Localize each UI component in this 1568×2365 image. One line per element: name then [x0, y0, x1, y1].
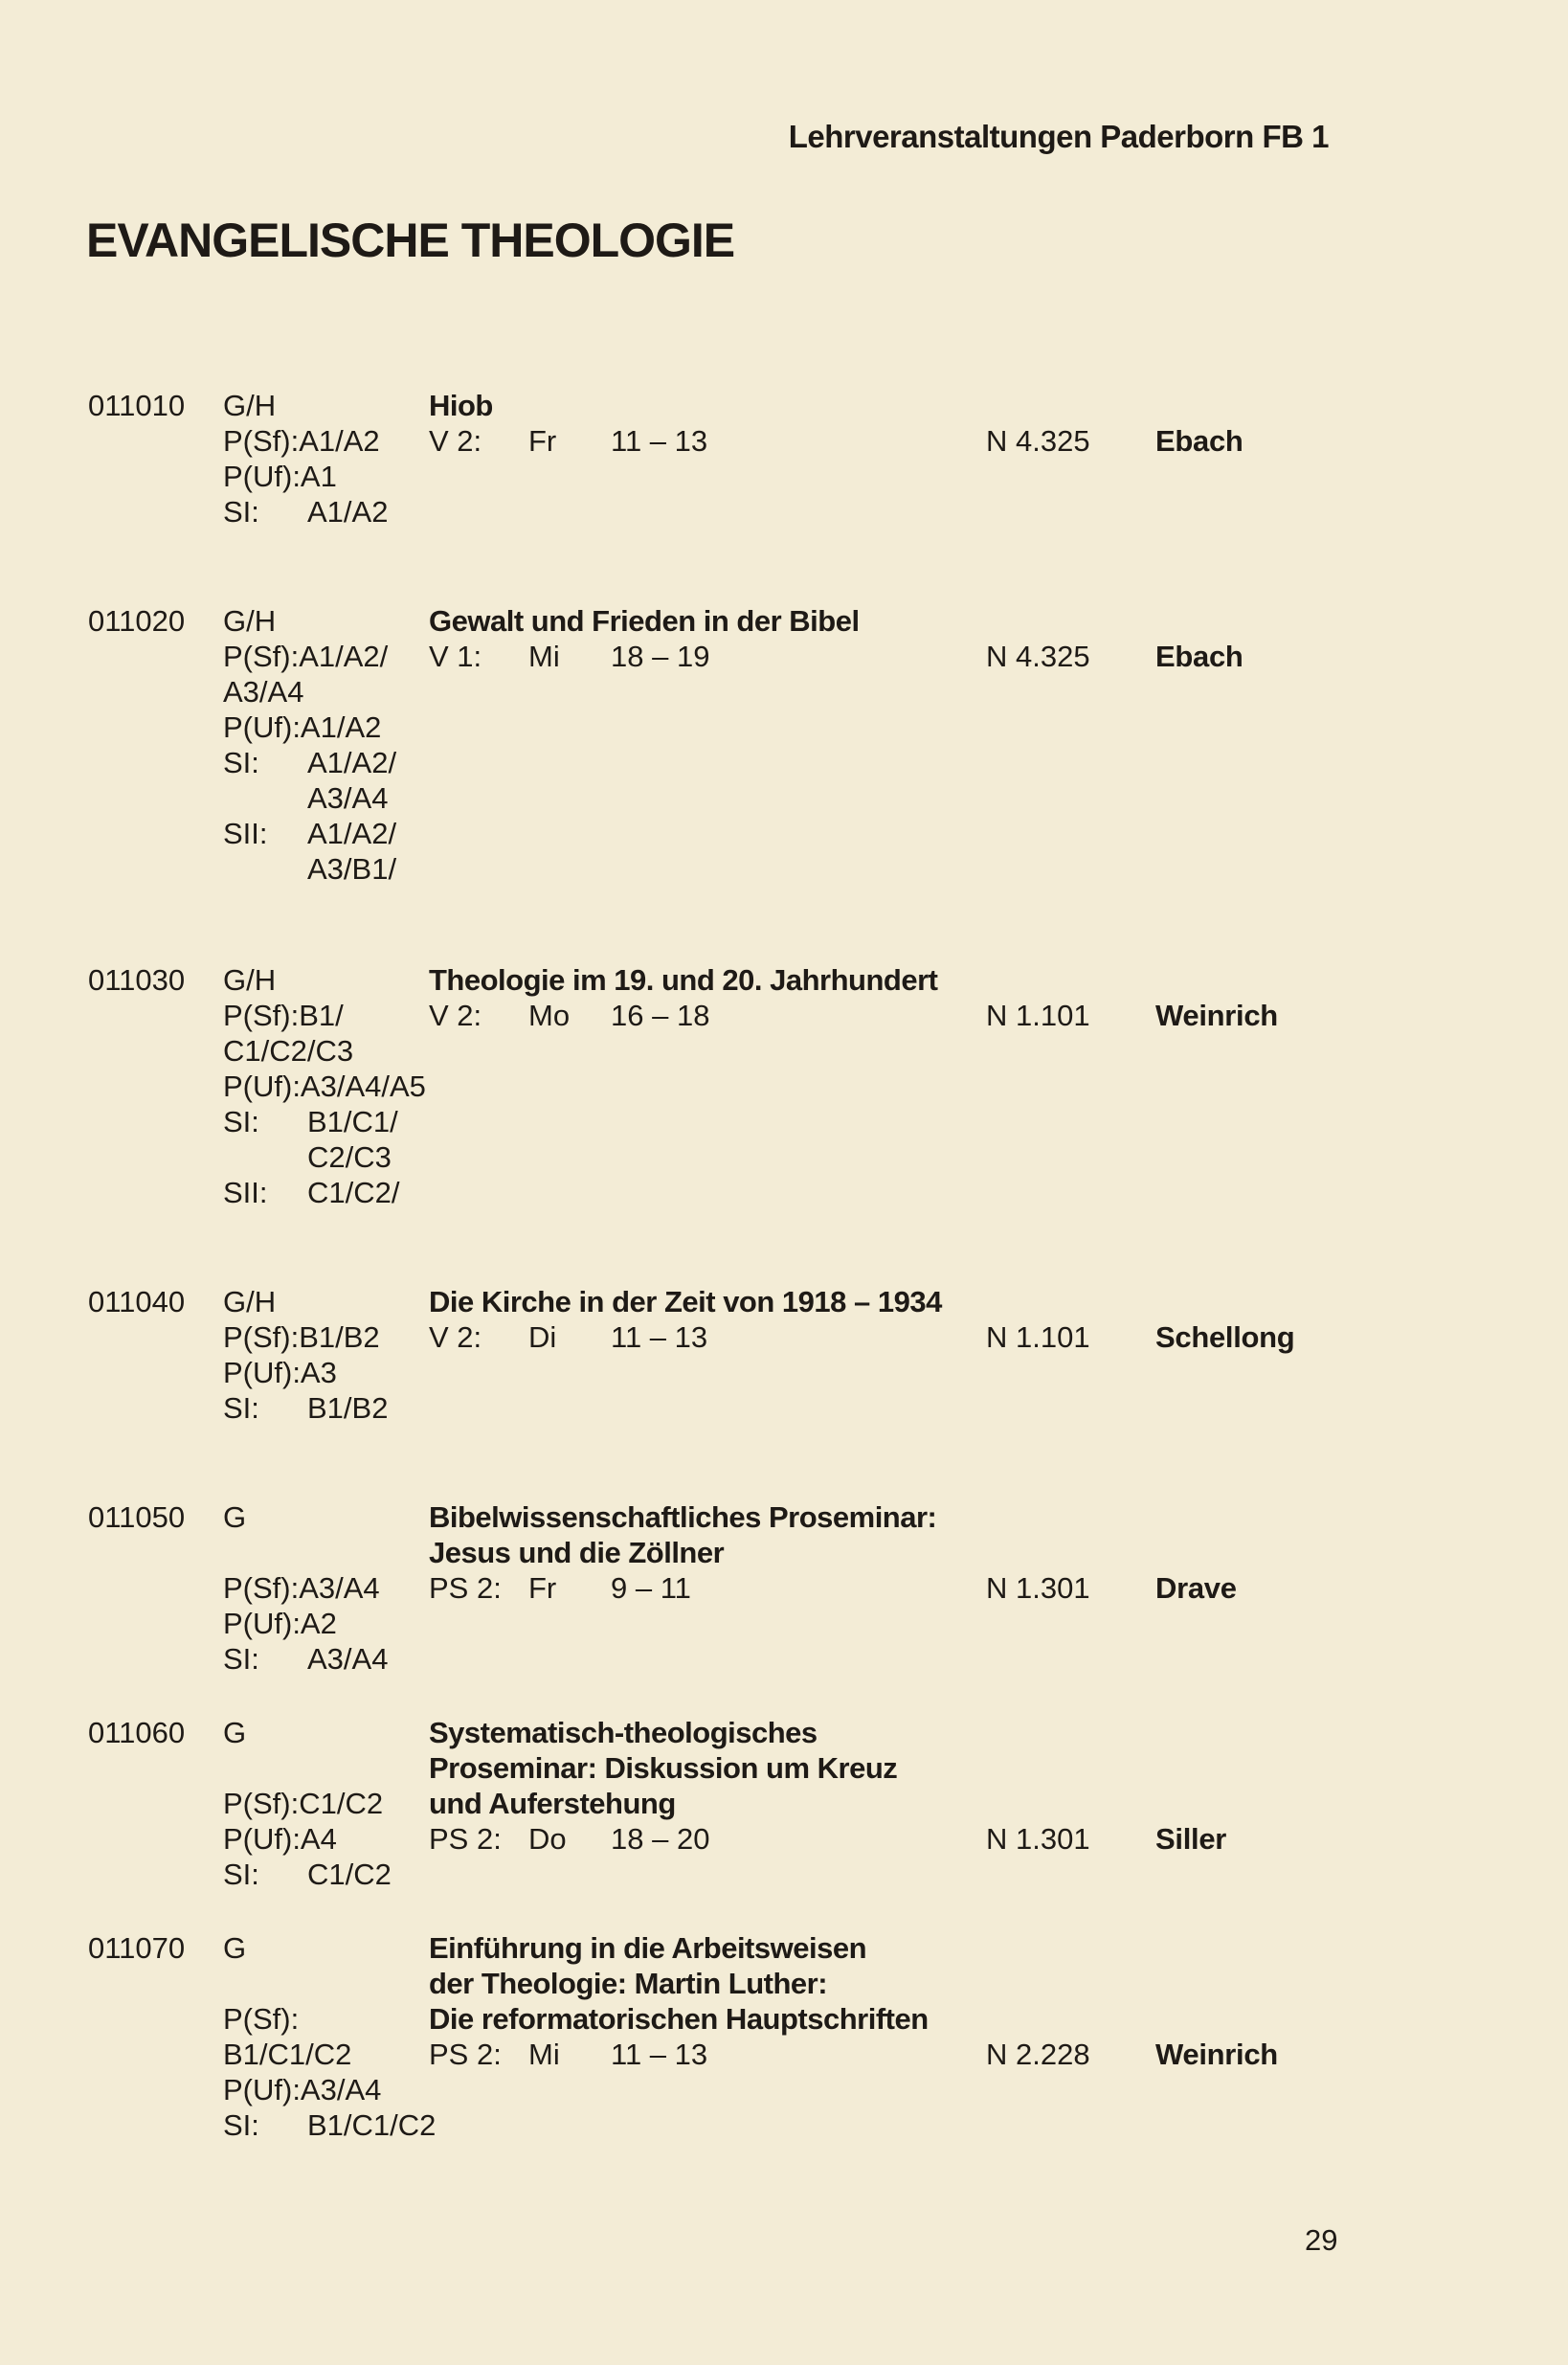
code-cell	[223, 851, 396, 887]
course-entry	[0, 1715, 1568, 1892]
course-entry	[0, 603, 1568, 887]
entry-line	[0, 1319, 1568, 1355]
entry-line	[0, 459, 1568, 494]
course-entry	[0, 388, 1568, 529]
code-cell	[223, 674, 303, 710]
code-cell	[223, 1175, 399, 1210]
entry-line	[0, 2037, 1568, 2072]
code-cell	[223, 1033, 353, 1069]
code-cell	[223, 1606, 337, 1641]
course-title: Die Kirche in der Zeit von 1918 – 1934	[429, 1285, 942, 1318]
code-value: A3/A4	[307, 781, 389, 815]
code-cell	[223, 745, 396, 780]
session-time: 11 – 13	[611, 2038, 708, 2071]
session-room: N 1.301	[986, 1571, 1090, 1605]
course-title: Die reformatorischen Hauptschriften	[429, 2002, 929, 2036]
session-day: Fr	[528, 1571, 557, 1605]
code-value: P(Sf):A3/A4	[223, 1571, 380, 1605]
code-cell	[223, 962, 276, 998]
entry-line	[0, 745, 1568, 780]
code-cell	[223, 2072, 381, 2107]
entry-line	[0, 780, 1568, 816]
code-cell	[223, 423, 380, 459]
session-type: PS 2:	[429, 1571, 502, 1605]
course-number: 011070	[88, 1931, 186, 1965]
code-cell	[223, 603, 276, 639]
session-room: N 1.301	[986, 1822, 1090, 1856]
session-room: N 2.228	[986, 2038, 1090, 2071]
code-cell	[223, 1390, 388, 1426]
code-cell	[223, 710, 381, 745]
course-title: Einführung in die Arbeitsweisen	[429, 1931, 867, 1965]
code-cell	[223, 1930, 246, 1966]
course-title: Jesus und die Zöllner	[429, 1536, 725, 1569]
entry-line	[0, 1139, 1568, 1175]
entry-line	[0, 603, 1568, 639]
entry-line	[0, 1499, 1568, 1535]
entry-line	[0, 710, 1568, 745]
course-number: 011040	[88, 1285, 186, 1318]
course-level: G	[223, 1931, 247, 1965]
code-label: SI:	[223, 1105, 259, 1138]
lecturer-name: Drave	[1155, 1571, 1237, 1605]
code-value: P(Uf):A2	[223, 1607, 337, 1640]
course-title: Gewalt und Frieden in der Bibel	[429, 604, 860, 638]
code-cell	[223, 1104, 398, 1139]
page-title: EVANGELISCHE THEOLOGIE	[86, 214, 735, 267]
code-cell	[223, 998, 344, 1033]
session-time: 16 – 18	[611, 999, 710, 1032]
code-cell	[223, 639, 388, 674]
page-number: 29	[1305, 2223, 1338, 2257]
course-title: Proseminar: Diskussion um Kreuz	[429, 1751, 898, 1785]
lecturer-name: Ebach	[1155, 424, 1243, 458]
course-title: der Theologie: Martin Luther:	[429, 1967, 828, 2000]
code-cell	[223, 1570, 380, 1606]
session-day: Fr	[528, 424, 557, 458]
entry-line	[0, 1606, 1568, 1641]
code-value: A1/A2/	[307, 746, 397, 779]
entry-line	[0, 1535, 1568, 1570]
session-room: N 4.325	[986, 640, 1090, 673]
code-cell	[223, 2001, 299, 2037]
code-cell	[223, 1857, 392, 1892]
code-cell	[223, 1319, 380, 1355]
entry-line	[0, 1175, 1568, 1210]
code-value: P(Sf):C1/C2	[223, 1787, 384, 1820]
entry-line	[0, 1284, 1568, 1319]
code-value: B1/C1/C2	[223, 2038, 352, 2071]
session-type: V 2:	[429, 999, 482, 1032]
code-value: P(Uf):A3	[223, 1356, 337, 1389]
entry-line	[0, 1641, 1568, 1677]
course-number: 011010	[88, 389, 186, 422]
session-type: V 1:	[429, 640, 482, 673]
entry-line	[0, 962, 1568, 998]
code-value: C1/C2/C3	[223, 1034, 354, 1068]
course-title: Hiob	[429, 389, 493, 422]
code-label: SI:	[223, 1642, 259, 1676]
course-title: Theologie im 19. und 20. Jahrhundert	[429, 963, 938, 997]
course-entry	[0, 1499, 1568, 1677]
lecturer-name: Weinrich	[1155, 999, 1278, 1032]
course-number: 011020	[88, 604, 186, 638]
code-value: P(Sf):A1/A2	[223, 424, 380, 458]
session-type: PS 2:	[429, 2038, 502, 2071]
code-label: SII:	[223, 817, 268, 850]
code-value: C1/C2/	[307, 1176, 400, 1209]
session-room: N 1.101	[986, 999, 1090, 1032]
entry-line	[0, 2072, 1568, 2107]
entry-line	[0, 1821, 1568, 1857]
session-time: 11 – 13	[611, 424, 708, 458]
code-cell	[223, 1641, 388, 1677]
code-value: P(Uf):A3/A4/A5	[223, 1070, 426, 1103]
code-value: A3/A4	[307, 1642, 389, 1676]
course-entry	[0, 962, 1568, 1210]
session-time: 18 – 19	[611, 640, 710, 673]
entry-line	[0, 1715, 1568, 1750]
code-label: SI:	[223, 746, 259, 779]
entry-line	[0, 1104, 1568, 1139]
entry-line	[0, 423, 1568, 459]
code-cell	[223, 1139, 392, 1175]
code-cell	[223, 459, 337, 494]
lecturer-name: Ebach	[1155, 640, 1243, 673]
code-cell	[223, 816, 396, 851]
course-number: 011030	[88, 963, 186, 997]
code-value: B1/C1/	[307, 1105, 398, 1138]
code-value: P(Uf):A3/A4	[223, 2073, 382, 2106]
code-cell	[223, 1499, 246, 1535]
code-label: SI:	[223, 1858, 259, 1891]
code-value: P(Sf):A1/A2/	[223, 640, 389, 673]
course-title: und Auferstehung	[429, 1787, 676, 1820]
entry-line	[0, 1786, 1568, 1821]
code-value: B1/B2	[307, 1391, 389, 1425]
session-room: N 4.325	[986, 424, 1090, 458]
code-cell	[223, 1715, 246, 1750]
code-value: P(Uf):A4	[223, 1822, 337, 1856]
session-time: 18 – 20	[611, 1822, 710, 1856]
code-value: P(Sf):B1/	[223, 999, 344, 1032]
entry-line	[0, 2107, 1568, 2143]
course-entry	[0, 1930, 1568, 2143]
code-cell	[223, 1786, 383, 1821]
code-value: A3/A4	[223, 675, 304, 709]
code-cell	[223, 388, 276, 423]
code-value: P(Uf):A1/A2	[223, 710, 382, 744]
code-label: SI:	[223, 495, 259, 529]
code-cell	[223, 1821, 337, 1857]
entry-line	[0, 388, 1568, 423]
code-value: A1/A2/	[307, 817, 397, 850]
entry-line	[0, 639, 1568, 674]
code-value: P(Sf):	[223, 2002, 300, 2036]
session-day: Do	[528, 1822, 567, 1856]
entry-line	[0, 998, 1568, 1033]
code-cell	[223, 1355, 337, 1390]
entry-line	[0, 1355, 1568, 1390]
course-level: G	[223, 1500, 247, 1534]
code-cell	[223, 2037, 351, 2072]
course-level: G/H	[223, 604, 277, 638]
course-number: 011050	[88, 1500, 186, 1534]
course-number: 011060	[88, 1716, 186, 1749]
course-level: G/H	[223, 963, 277, 997]
entry-line	[0, 674, 1568, 710]
entry-line	[0, 1570, 1568, 1606]
entry-line	[0, 1930, 1568, 1966]
session-day: Di	[528, 1320, 557, 1354]
entry-line	[0, 1966, 1568, 2001]
code-cell	[223, 1069, 426, 1104]
session-day: Mo	[528, 999, 571, 1032]
code-value: C2/C3	[307, 1140, 392, 1174]
session-type: V 2:	[429, 1320, 482, 1354]
entry-line	[0, 1069, 1568, 1104]
code-cell	[223, 2107, 436, 2143]
lecturer-name: Siller	[1155, 1822, 1227, 1856]
course-title: Bibelwissenschaftliches Proseminar:	[429, 1500, 937, 1534]
course-level: G	[223, 1716, 247, 1749]
course-title: Systematisch-theologisches	[429, 1716, 818, 1749]
course-level: G/H	[223, 1285, 277, 1318]
session-day: Mi	[528, 2038, 560, 2071]
code-value: B1/C1/C2	[307, 2108, 437, 2142]
code-value: C1/C2	[307, 1858, 392, 1891]
entry-line	[0, 816, 1568, 851]
session-time: 9 – 11	[611, 1571, 691, 1605]
code-cell	[223, 494, 388, 529]
code-label: SII:	[223, 1176, 268, 1209]
session-time: 11 – 13	[611, 1320, 708, 1354]
session-type: V 2:	[429, 424, 482, 458]
code-label: SI:	[223, 2108, 259, 2142]
course-level: G/H	[223, 389, 277, 422]
lecturer-name: Weinrich	[1155, 2038, 1278, 2071]
entry-line	[0, 1033, 1568, 1069]
lecturer-name: Schellong	[1155, 1320, 1295, 1354]
session-day: Mi	[528, 640, 560, 673]
code-value: P(Sf):B1/B2	[223, 1320, 380, 1354]
course-entry	[0, 1284, 1568, 1426]
entry-line	[0, 1857, 1568, 1892]
entry-line	[0, 851, 1568, 887]
code-value: A3/B1/	[307, 852, 397, 886]
code-cell	[223, 1284, 276, 1319]
code-value: A1/A2	[307, 495, 389, 529]
entry-line	[0, 2001, 1568, 2037]
code-cell	[223, 780, 388, 816]
code-label: SI:	[223, 1391, 259, 1425]
entry-line	[0, 1750, 1568, 1786]
code-value: P(Uf):A1	[223, 460, 337, 493]
session-type: PS 2:	[429, 1822, 502, 1856]
session-room: N 1.101	[986, 1320, 1090, 1354]
entry-line	[0, 1390, 1568, 1426]
entry-line	[0, 494, 1568, 529]
running-header: Lehrveranstaltungen Paderborn FB 1	[788, 119, 1329, 154]
